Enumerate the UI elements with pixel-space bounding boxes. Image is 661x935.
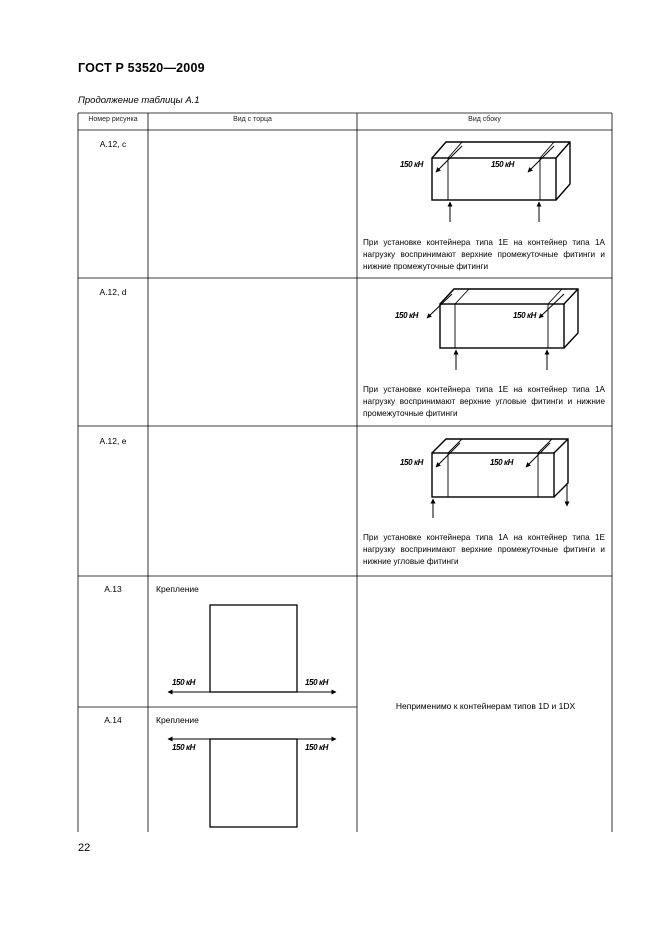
figure-number-a12e: А.12, е [99, 436, 127, 446]
figure-number-a14: А.14 [104, 715, 122, 725]
column-header-end-view: Вид с торца [233, 116, 272, 123]
side-view-drawing-a12c [432, 142, 570, 222]
force-label-left: 150 кН [172, 743, 196, 752]
end-view-label-a13: Крепление [156, 584, 199, 594]
column-header-figure-number: Номер рисунка [88, 116, 138, 123]
force-label-left: 150 кН [172, 678, 196, 687]
force-label-right: 150 кН [305, 678, 329, 687]
end-view-drawing-a14 [168, 739, 336, 827]
side-description-a12e: При установке контейнера типа 1А на контейнер типа 1E нагрузку воспринимают верхние промежуточные фитинги и нижние угловые фитинги [363, 533, 605, 567]
table-continuation-caption: Продолжение таблицы А.1 [78, 95, 200, 106]
force-label-left: 150 кН [395, 311, 419, 320]
figure-number-a13: А.13 [104, 584, 122, 594]
force-label-right: 150 кН [513, 311, 537, 320]
force-label-left: 150 кН [400, 160, 424, 169]
not-applicable-note: Неприменимо к контейнерам типов 1D и 1DX [395, 701, 576, 711]
force-label-right: 150 кН [305, 743, 329, 752]
figure-number-a12d: А.12, d [99, 287, 127, 297]
side-view-drawing-a12d [427, 289, 578, 370]
page-number: 22 [78, 842, 91, 854]
side-description-a12c: При установке контейнера типа 1E на контейнер типа 1А нагрузку воспринимают верхние промежуточные фитинги и нижние промежуточные фитинги [363, 238, 605, 272]
force-label-left: 150 кН [400, 458, 424, 467]
standard-title: ГОСТ Р 53520—2009 [78, 61, 205, 75]
force-label-right: 150 кН [491, 160, 515, 169]
column-header-side-view: Вид сбоку [468, 116, 501, 123]
figure-number-a12c: А.12, с [99, 139, 127, 149]
side-view-drawing-a12e [432, 439, 568, 518]
end-view-label-a14: Крепление [156, 715, 199, 725]
side-description-a12d: При установке контейнера типа 1E на контейнер типа 1А нагрузку воспринимают верхние угловые фитинги и нижние промежуточные фитинги [363, 385, 605, 419]
force-label-right: 150 кН [490, 458, 514, 467]
